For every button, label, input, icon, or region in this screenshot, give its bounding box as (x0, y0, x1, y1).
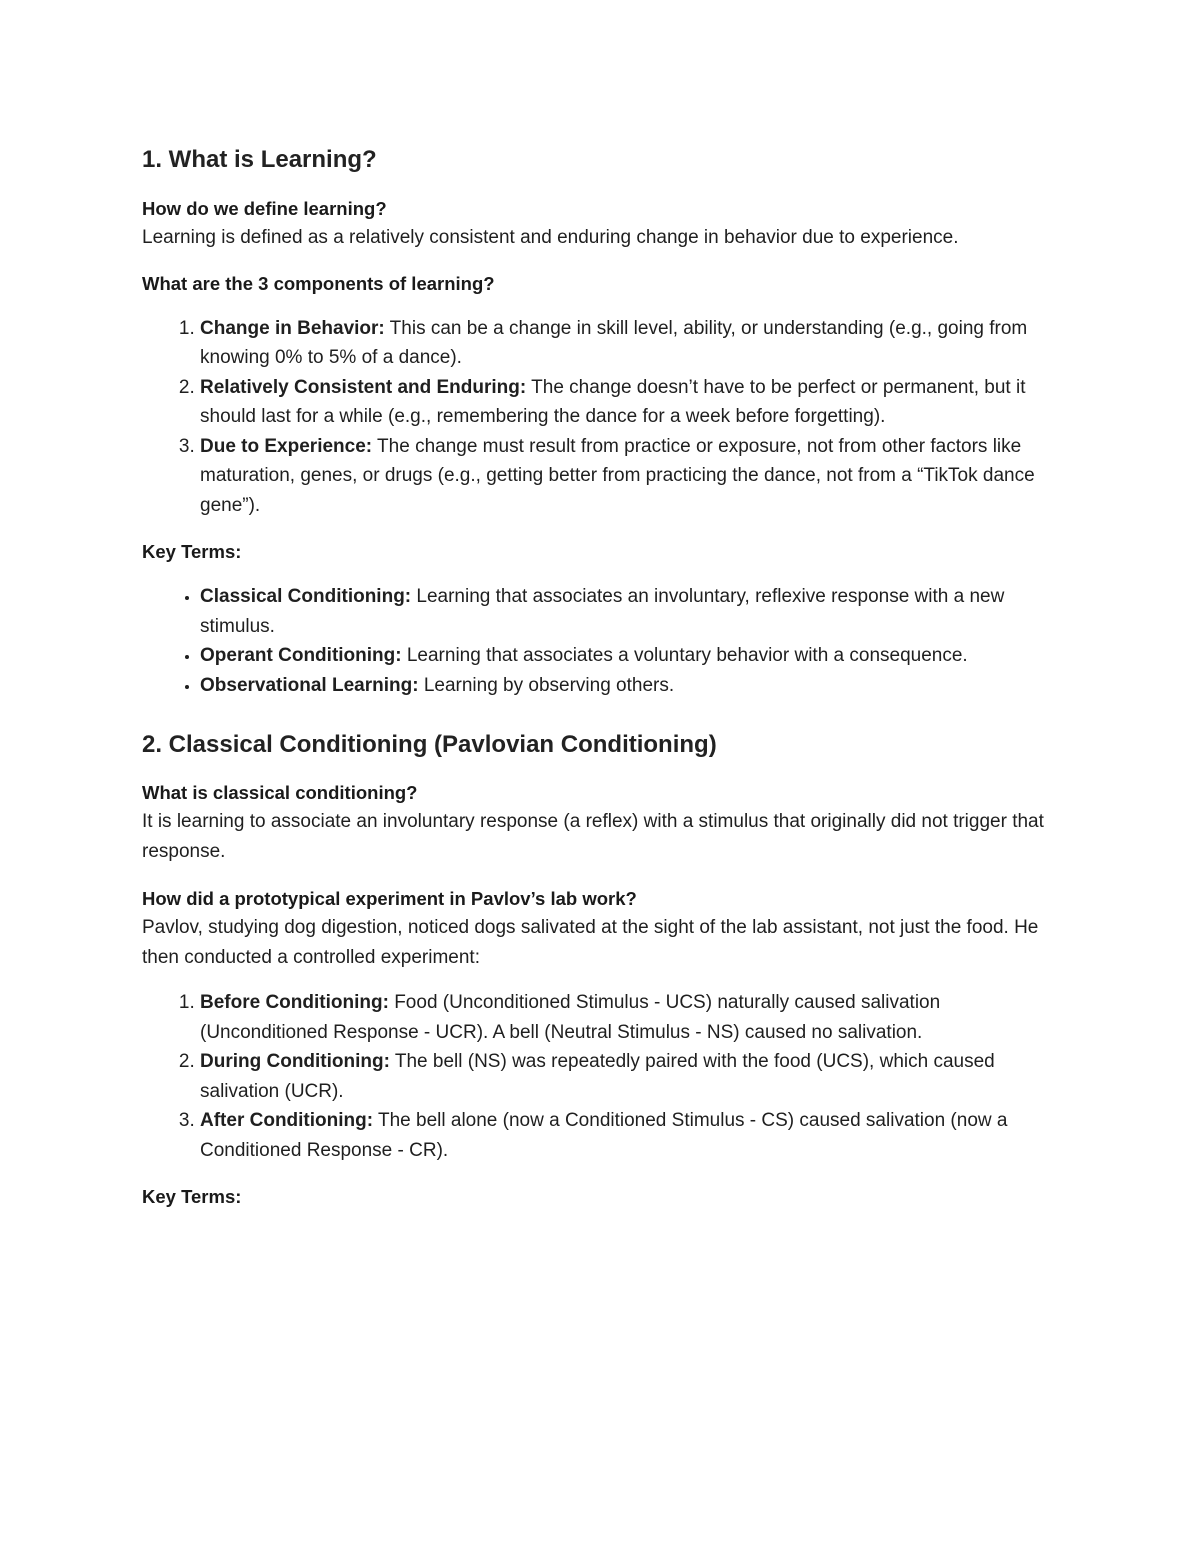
question-classical-conditioning: What is classical conditioning? (142, 782, 418, 803)
question-define-learning: How do we define learning? (142, 198, 387, 219)
list-item (200, 641, 1062, 671)
list-item (200, 432, 1062, 521)
list-item (200, 988, 1062, 1047)
document-page (142, 140, 1062, 1211)
answer-pavlov-experiment: Pavlov, studying dog digestion, noticed dogs salivated at the sight of the lab assistant, not just the food. He then conducted a controlled experiment: (142, 917, 1039, 968)
key-terms-label: Key Terms: (142, 1186, 242, 1207)
list-item-term: Change in Behavior: (200, 317, 385, 339)
section-2-heading: 2. Classical Conditioning (Pavlovian Conditioning) (142, 731, 717, 758)
list-item-term: Due to Experience: (200, 435, 373, 457)
answer-define-learning: Learning is defined as a relatively consistent and enduring change in behavior due to experience. (142, 227, 959, 248)
list-item (200, 373, 1062, 432)
key-terms-label: Key Terms: (142, 541, 242, 562)
question-components: What are the 3 components of learning? (142, 272, 495, 294)
list-item-text: Learning that associates a voluntary behavior with a consequence. (401, 645, 968, 666)
list-item-term: Before Conditioning: (200, 992, 389, 1013)
list-item-text: Learning by observing others. (418, 674, 675, 696)
list-item (200, 1106, 1062, 1165)
key-terms-list (142, 582, 1062, 700)
answer-classical-conditioning: It is learning to associate an involuntary response (a reflex) with a stimulus that originally did not trigger that response. (142, 811, 1044, 862)
list-item-text: Learning that associates an involuntary, reflexive response with a new stimulus. (200, 586, 1005, 637)
question-pavlov-experiment: How did a prototypical experiment in Pavlov’s lab work? (142, 888, 637, 909)
list-item-text: The change doesn’t have to be perfect or permanent, but it should last for a while (e.g., remembering the dance for a week before forgetting). (200, 376, 1026, 427)
experiment-steps-list (142, 988, 1062, 1165)
list-item-text: The change must result from practice or exposure, not from other factors like maturation, genes, or drugs (e.g., getting better from practicing the dance, not from a “TikTok dance gene”). (200, 435, 1035, 516)
list-item-term: Relatively Consistent and Enduring: (200, 376, 527, 398)
list-item-term: Observational Learning: (200, 674, 419, 696)
list-item-text: The bell alone (now a Conditioned Stimulus - CS) caused salivation (now a Conditioned Response - CR). (200, 1110, 1008, 1161)
list-item-term: During Conditioning: (200, 1051, 390, 1072)
list-item-text: Food (Unconditioned Stimulus - UCS) naturally caused salivation (Unconditioned Response - UCR). A bell (Neutral Stimulus - NS) caused no salivation. (200, 992, 941, 1043)
list-item-term: After Conditioning: (200, 1110, 374, 1131)
list-item (200, 314, 1062, 373)
list-item (200, 1047, 1062, 1106)
list-item-term: Classical Conditioning: (200, 586, 412, 607)
list-item-text: The bell (NS) was repeatedly paired with the food (UCS), which caused salivation (UCR). (200, 1051, 995, 1102)
list-item (200, 671, 1062, 701)
list-item-text: This can be a change in skill level, ability, or understanding (e.g., going from knowing 0% to 5% of a dance). (200, 317, 1028, 368)
list-item (200, 582, 1062, 641)
section-1-heading: 1. What is Learning? (142, 146, 377, 173)
list-item-term: Operant Conditioning: (200, 645, 402, 666)
components-list (142, 314, 1062, 521)
